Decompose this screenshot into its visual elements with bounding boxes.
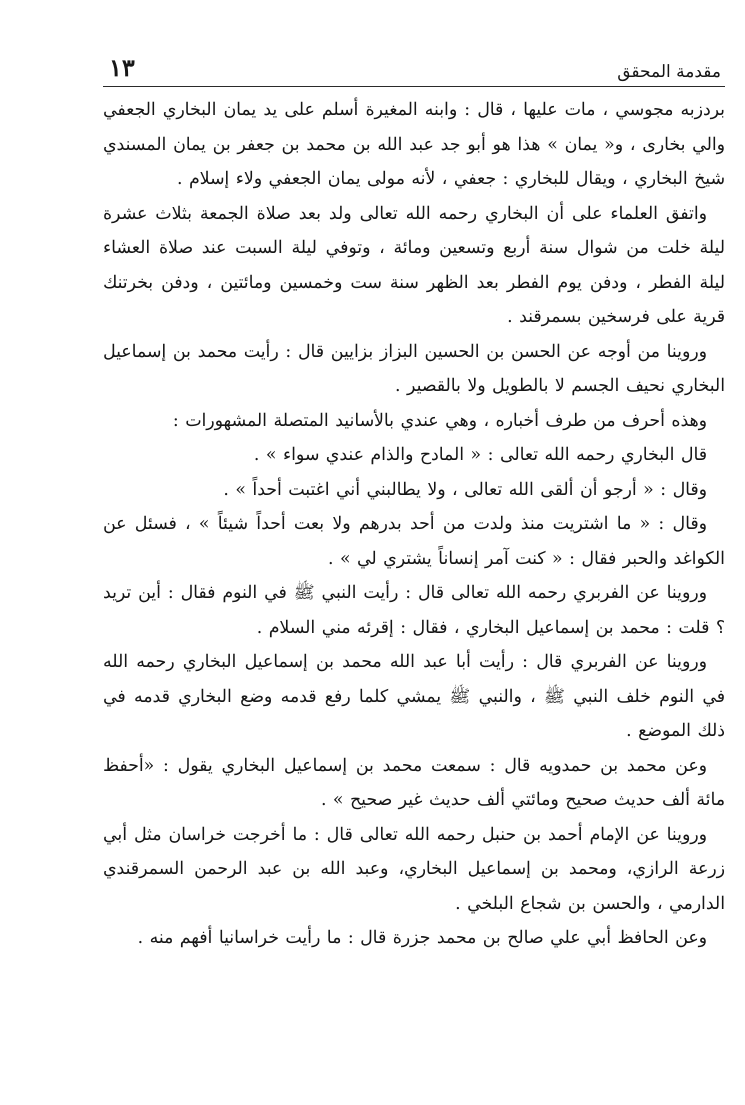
book-page [103, 40, 725, 1080]
paragraph: وهذه أحرف من طرف أخباره ، وهي عندي بالأسانيد المتصلة المشهورات : [172, 410, 707, 431]
paragraph: بردزبه مجوسي ، مات عليها ، قال : وابنه المغيرة أسلم على يد يمان البخاري الجعفي والي بخارى ، و« يمان » هذا هو أبو جد عبد الله بن محمد بن جعفر بن يمان المسندي شيخ البخاري ، ويقال للبخاري : جعفي ، لأنه مولى يمان الجعفي ولاء إسلام . [103, 100, 725, 189]
paragraph: وروينا عن الفربري قال : رأيت أبا عبد الله محمد بن إسماعيل البخاري رحمه الله في النوم خلف النبي ﷺ ، والنبي ﷺ يمشي كلما رفع قدمه وضع البخاري قدمه في ذلك الموضع . [103, 652, 725, 741]
paragraph: وقال : « ما اشتريت منذ ولدت من أحد بدرهم ولا بعت أحداً شيئاً » ، فسئل عن الكواغد والحبر فقال : « كنت آمر إنساناً يشتري لي » . [103, 514, 725, 569]
page-body [103, 87, 725, 956]
paragraph: قال البخاري رحمه الله تعالى : « المادح والذام عندي سواء » . [253, 445, 707, 465]
paragraph: وروينا عن الإمام أحمد بن حنبل رحمه الله تعالى قال : ما أخرجت خراسان مثل أبي زرعة الرازي، ومحمد بن إسماعيل البخاري، وعبد الله بن عبد الرحمن السمرقندي الدارمي ، والحسن بن شجاع البلخي . [103, 824, 725, 914]
page-number: ١٣ [109, 53, 135, 82]
paragraph: واتفق العلماء على أن البخاري رحمه الله تعالى ولد بعد صلاة الجمعة بثلاث عشرة ليلة خلت من شوال سنة أربع وتسعين ومائة ، وتوفي ليلة السبت عند صلاة العشاء ليلة الفطر ، ودفن يوم الفطر بعد الظهر سنة ست وخمسين ومائتين ، ودفن بخرتنك قرية على فرسخين بسمرقند . [103, 203, 725, 327]
page-header [103, 40, 725, 87]
paragraph: وروينا من أوجه عن الحسن بن الحسين البزاز بزايين قال : رأيت محمد بن إسماعيل البخاري نحيف الجسم لا بالطويل ولا بالقصير . [103, 341, 725, 396]
paragraph: وعن محمد بن حمدويه قال : سمعت محمد بن إسماعيل البخاري يقول : «أحفظ مائة ألف حديث صحيح ومائتي ألف حديث غير صحيح » . [103, 755, 725, 810]
paragraph: وروينا عن الفربري رحمه الله تعالى قال : رأيت النبي ﷺ في النوم فقال : أين تريد ؟ قلت : محمد بن إسماعيل البخاري ، فقال : إقرئه مني السلام . [103, 583, 725, 638]
paragraph: وعن الحافظ أبي علي صالح بن محمد جزرة قال : ما رأيت خراسانيا أفهم منه . [137, 928, 707, 948]
paragraph: وقال : « أرجو أن ألقى الله تعالى ، ولا يطالبني أني اغتبت أحداً » . [223, 479, 707, 500]
running-title: مقدمة المحقق [617, 62, 721, 82]
